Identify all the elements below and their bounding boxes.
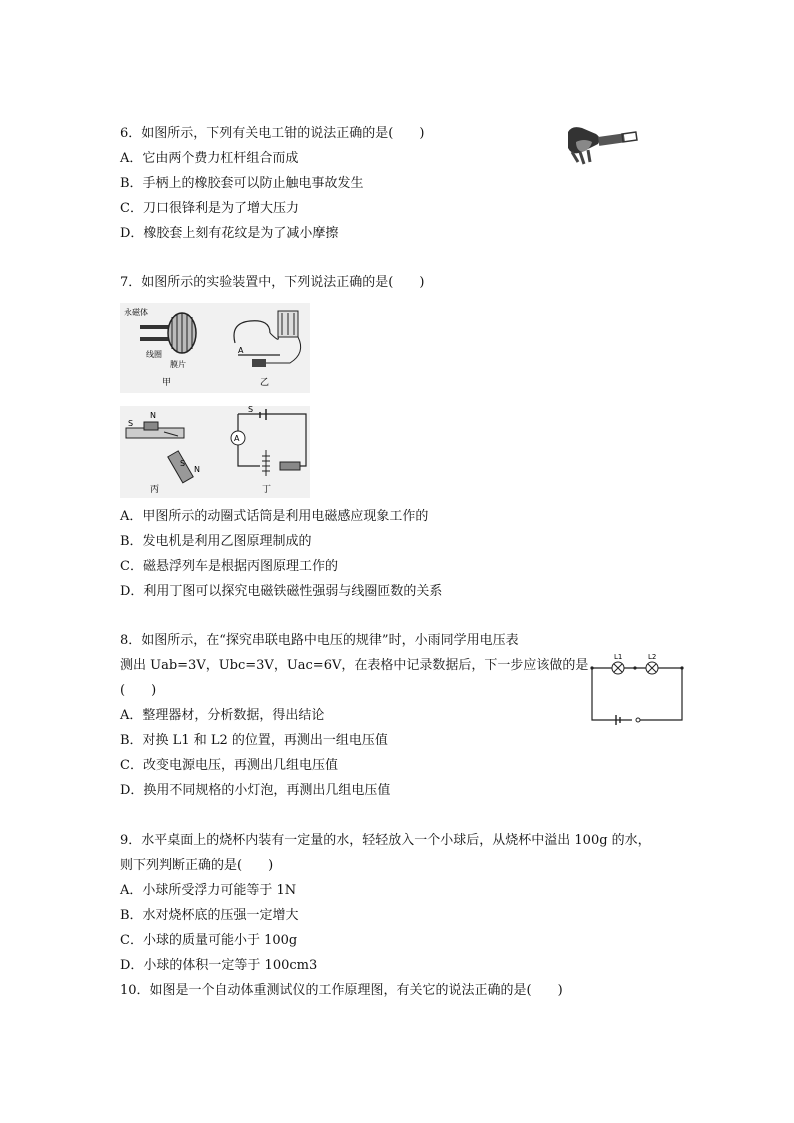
q9-stem-line1: 9．水平桌面上的烧杯内装有一定量的水，轻轻放入一个小球后，从烧杯中溢出 100g 的水， — [120, 833, 651, 848]
label-yi: 乙 — [260, 378, 270, 388]
label-ding: 丁 — [262, 485, 272, 495]
q6-stem: 6．如图所示，下列有关电工钳的说法正确的是( ) — [120, 126, 425, 141]
q8-option-b: B．对换 L1 和 L2 的位置，再测出一组电压值 — [120, 733, 388, 748]
l1-label: L1 — [614, 653, 623, 661]
q7-figure-top — [120, 303, 310, 393]
label-a: A — [238, 346, 244, 355]
q6-option-b: B．手柄上的橡胶套可以防止触电事故发生 — [120, 176, 364, 191]
q7-figure-bottom — [120, 406, 310, 498]
q10-stem: 10．如图是一个自动体重测试仪的工作原理图，有关它的说法正确的是( ) — [120, 983, 563, 998]
q7-option-c: C．磁悬浮列车是根据丙图原理工作的 — [120, 559, 338, 574]
q7-stem: 7．如图所示的实验装置中，下列说法正确的是( ) — [120, 275, 425, 290]
q9-option-b: B．水对烧杯底的压强一定增大 — [120, 908, 299, 923]
label-s-bing: S — [128, 419, 134, 428]
q7-option-b: B．发电机是利用乙图原理制成的 — [120, 534, 312, 549]
q8-stem-line3: ( ) — [120, 683, 157, 698]
q9-option-c: C．小球的质量可能小于 100g — [120, 933, 298, 948]
q6-option-d: D．橡胶套上刻有花纹是为了减小摩擦 — [120, 226, 339, 241]
q7-option-a: A．甲图所示的动圈式话筒是利用电磁感应现象工作的 — [120, 509, 429, 524]
label-a-ding: A — [234, 434, 240, 443]
label-s-ding: S — [248, 406, 254, 414]
q8-option-d: D．换用不同规格的小灯泡，再测出几组电压值 — [120, 783, 391, 798]
q9-option-d: D．小球的体积一定等于 100cm3 — [120, 958, 318, 973]
q9-option-a: A．小球所受浮力可能等于 1N — [120, 883, 297, 898]
label-n-bing: N — [150, 411, 156, 420]
q7-option-d: D．利用丁图可以探究电磁铁磁性强弱与线圈匝数的关系 — [120, 584, 443, 599]
label-jia: 甲 — [162, 378, 172, 388]
series-circuit-figure — [588, 652, 686, 726]
q6-option-c: C．刀口很锋利是为了增大压力 — [120, 201, 299, 216]
q9-stem-line2: 则下列判断正确的是( ) — [120, 858, 274, 873]
q8-stem-line1: 8．如图所示，在“探究串联电路中电压的规律”时，小雨同学用电压表 — [120, 633, 519, 648]
q8-option-a: A．整理器材，分析数据，得出结论 — [120, 708, 325, 723]
pliers-figure — [562, 122, 638, 170]
magnet-label: 永磁体 — [124, 308, 148, 317]
label-bing: 丙 — [150, 485, 160, 495]
q8-option-c: C．改变电源电压，再测出几组电压值 — [120, 758, 338, 773]
diaphragm-label: 膜片 — [170, 360, 186, 369]
q6-option-a: A．它由两个费力杠杆组合而成 — [120, 151, 299, 166]
q8-stem-line2: 测出 Uab=3V，Ubc=3V，Uac=6V，在表格中记录数据后，下一步应该做的是 — [120, 658, 589, 673]
label-n-bing-2: N — [194, 465, 200, 474]
coil-label: 线圈 — [146, 350, 162, 359]
l2-label: L2 — [648, 653, 657, 661]
label-s-bing-2: S — [180, 459, 186, 468]
